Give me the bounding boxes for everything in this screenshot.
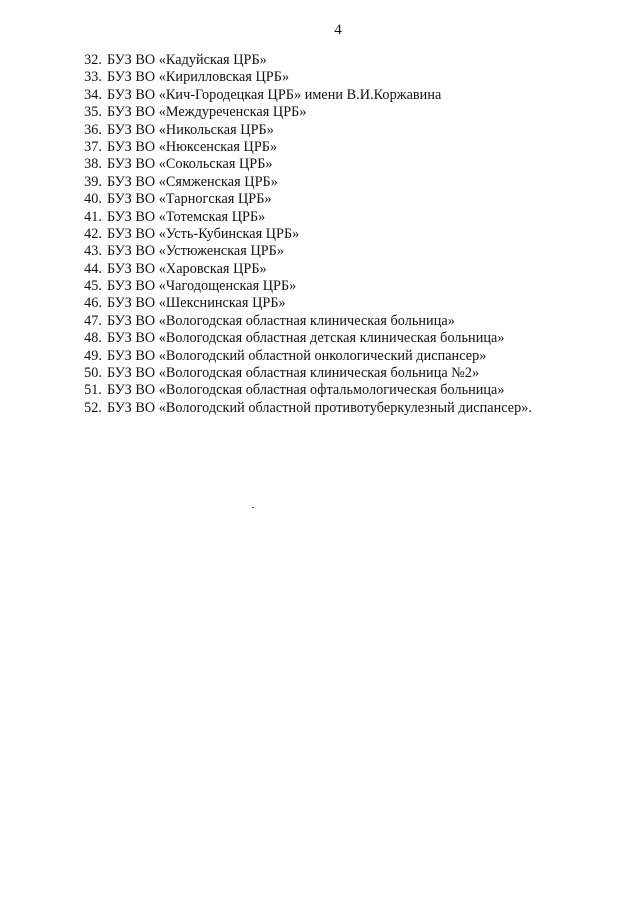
item-number: 35.: [84, 104, 102, 121]
item-number: 36.: [84, 121, 102, 138]
list-item: [72, 191, 532, 208]
item-number: 48.: [84, 330, 102, 347]
item-text: БУЗ ВО «Чагодощенская ЦРБ»: [107, 278, 297, 295]
item-text: БУЗ ВО «Вологодский областной противотуберкулезный диспансер».: [107, 399, 533, 416]
item-number: 37.: [84, 138, 102, 155]
scan-speck: [252, 507, 254, 508]
list-item: [72, 87, 532, 104]
item-text: БУЗ ВО «Междуреченская ЦРБ»: [107, 104, 307, 121]
list-item: [72, 243, 532, 260]
list-item: [72, 226, 532, 243]
item-number: 44.: [84, 260, 102, 277]
list-item: [72, 139, 532, 156]
list-item: [72, 365, 532, 382]
item-number: 41.: [84, 208, 102, 225]
item-text: БУЗ ВО «Вологодская областная офтальмологическая больница»: [107, 382, 505, 399]
list-item: [72, 295, 532, 312]
list-item: [72, 69, 532, 86]
item-text: БУЗ ВО «Сокольская ЦРБ»: [107, 156, 273, 173]
item-number: 52.: [84, 399, 102, 416]
item-text: БУЗ ВО «Кирилловская ЦРБ»: [107, 69, 290, 86]
item-number: 51.: [84, 382, 102, 399]
list-item: [72, 278, 532, 295]
item-text: БУЗ ВО «Устюженская ЦРБ»: [107, 243, 285, 260]
list-item: [72, 174, 532, 191]
item-text: БУЗ ВО «Нюксенская ЦРБ»: [107, 138, 278, 155]
page-number: 4: [334, 22, 342, 38]
item-text: БУЗ ВО «Шекснинская ЦРБ»: [107, 295, 286, 312]
item-text: БУЗ ВО «Вологодская областная детская клиническая больница»: [107, 330, 505, 347]
item-text: БУЗ ВО «Вологодский областной онкологический диспансер»: [107, 347, 487, 364]
item-text: БУЗ ВО «Харовская ЦРБ»: [107, 260, 267, 277]
item-text: БУЗ ВО «Тарногская ЦРБ»: [107, 191, 272, 208]
item-number: 34.: [84, 86, 102, 103]
item-number: 38.: [84, 156, 102, 173]
item-number: 50.: [84, 365, 102, 382]
list-item: [72, 104, 532, 121]
list-item: [72, 348, 532, 365]
item-text: БУЗ ВО «Тотемская ЦРБ»: [107, 208, 266, 225]
item-number: 47.: [84, 312, 102, 329]
item-number: 33.: [84, 69, 102, 86]
item-text: БУЗ ВО «Усть-Кубинская ЦРБ»: [107, 225, 300, 242]
list-item: [72, 330, 532, 347]
list-item: [72, 52, 532, 69]
item-text: БУЗ ВО «Кич-Городецкая ЦРБ» имени В.И.Коржавина: [107, 86, 442, 103]
item-number: 40.: [84, 191, 102, 208]
item-text: БУЗ ВО «Сямженская ЦРБ»: [107, 173, 278, 190]
list-item: [72, 313, 532, 330]
item-text: БУЗ ВО «Вологодская областная клиническая больница №2»: [107, 365, 480, 382]
list-item: [72, 209, 532, 226]
item-number: 32.: [84, 52, 102, 68]
item-text: БУЗ ВО «Кадуйская ЦРБ»: [107, 52, 267, 68]
item-number: 39.: [84, 173, 102, 190]
list-item: [72, 122, 532, 139]
item-number: 42.: [84, 225, 102, 242]
item-text: БУЗ ВО «Вологодская областная клиническая больница»: [107, 312, 455, 329]
item-number: 43.: [84, 243, 102, 260]
item-number: 49.: [84, 347, 102, 364]
list-item: [72, 400, 532, 417]
institution-list: [72, 52, 532, 417]
item-number: 46.: [84, 295, 102, 312]
item-number: 45.: [84, 278, 102, 295]
list-item: [72, 261, 532, 278]
list-item: [72, 156, 532, 173]
item-text: БУЗ ВО «Никольская ЦРБ»: [107, 121, 274, 138]
list-item: [72, 382, 532, 399]
